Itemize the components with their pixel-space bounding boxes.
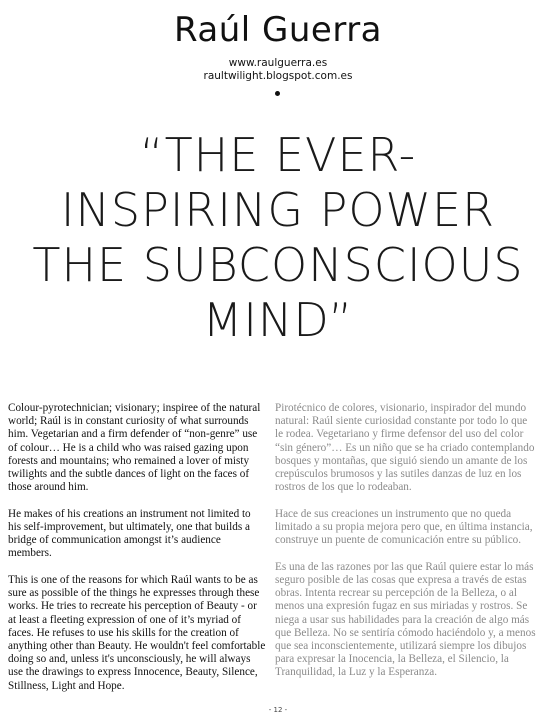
bullet-dot-icon bbox=[275, 91, 280, 96]
spanish-column bbox=[275, 402, 537, 693]
quote-line: INSPIRING POWER bbox=[60, 183, 496, 237]
website-link[interactable]: www.raulguerra.es bbox=[228, 57, 328, 69]
page-number: - 12 - bbox=[268, 706, 288, 714]
english-paragraph: Colour-pyrotechnician; visionary; inspiree of the natural world; Raúl is in constant curiosity of what surrounds him. Vegetarian and a firm defender of “non-genre” use of colour… He is a child who was raised gazing upon forests and mountains; who remained a lover of misty twilights and the subtle dances of light on the faces of those around him. bbox=[8, 402, 261, 494]
spanish-paragraph: Es una de las razones por las que Raúl quiere estar lo más seguro posible de las cosas que expresa a través de estas obras. Intenta recrear su percepción de la Belleza, o al menos una expresión fugaz en sus miriadas y rostros. Se niega a usar sus habilidades para la creación de algo más que Belleza. No se sentiría cómodo haciéndolo y, a menos que sea inconscientemente, utilizará siempre los dibujos para expresar la Inocencia, la Belleza, el Silencio, la Tranquilidad, la Luz y la Esperanza. bbox=[275, 560, 536, 679]
spanish-paragraph: Hace de sus creaciones un instrumento que no queda limitado a su propia mejora pero que, en última instancia, construye un puente de comunicación entre su público. bbox=[275, 507, 533, 547]
artist-name: Raúl Guerra bbox=[173, 10, 383, 50]
pull-quote bbox=[0, 128, 556, 348]
blog-link[interactable]: raultwilight.blogspot.com.es bbox=[203, 70, 353, 82]
quote-line: THE SUBCONSCIOUS bbox=[32, 238, 524, 292]
english-paragraph: This is one of the reasons for which Raúl wants to be as sure as possible of the things he expresses through these works. He tries to recreate his perception of Beauty - or at least a fleeting expression of one of it’s myriad of faces. He refuses to use his skills for the creation of anything other than Beauty. He wouldn't feel comfortable doing so and, unless it's unconsciously, he will always use the drawings to express Innocence, Beauty, Silence, Stillness, Light and Hope. bbox=[8, 574, 266, 692]
english-column bbox=[8, 402, 266, 706]
quote-line: MIND” bbox=[202, 293, 354, 347]
quote-line: “THE EVER- bbox=[139, 128, 417, 182]
spanish-paragraph: Pirotécnico de colores, visionario, inspirador del mundo natural: Raúl siente curiosidad constante por todo lo que le rodea. Vegetariano y firme defensor del uso del color “sin género”… Es un niño que se ha criado contemplando bosques y montañas, que siguió siendo un amante de los crepúsculos brumosos y las sutiles danzas de luz en los rostros de los que lo rodeaban. bbox=[275, 402, 535, 494]
english-paragraph: He makes of his creations an instrument not limited to his self-improvement, but ultimately, one that builds a bridge of communication amongst it’s audience members. bbox=[8, 507, 251, 560]
